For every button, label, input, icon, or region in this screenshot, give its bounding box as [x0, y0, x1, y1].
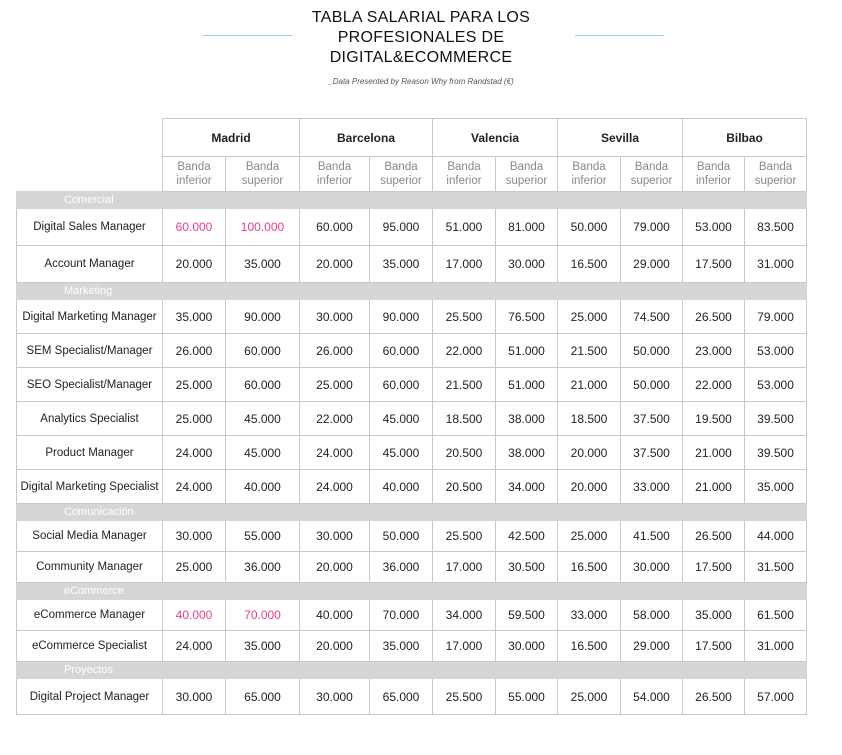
role-name: Analytics Specialist	[17, 402, 163, 436]
salary-cell: 25.000	[163, 368, 226, 402]
band-header-lower	[558, 157, 621, 192]
salary-cell: 18.500	[558, 402, 621, 436]
band-label-line2: superior	[380, 175, 422, 187]
salary-cell: 36.000	[226, 552, 300, 583]
role-name: Social Media Manager	[17, 521, 163, 552]
salary-cell: 18.500	[433, 402, 496, 436]
role-name: eCommerce Specialist	[17, 631, 163, 662]
salary-cell: 50.000	[558, 209, 621, 246]
table-row	[17, 209, 807, 246]
salary-cell: 30.000	[496, 631, 558, 662]
decorative-line-left	[202, 35, 292, 36]
salary-cell: 55.000	[496, 679, 558, 715]
salary-cell: 79.000	[745, 300, 807, 334]
salary-cell: 54.000	[621, 679, 683, 715]
salary-cell: 16.500	[558, 246, 621, 283]
salary-cell: 57.000	[745, 679, 807, 715]
salary-cell: 24.000	[163, 436, 226, 470]
salary-cell: 30.000	[163, 679, 226, 715]
salary-cell: 60.000	[226, 334, 300, 368]
salary-cell: 20.000	[300, 246, 370, 283]
salary-cell: 20.000	[300, 552, 370, 583]
band-header-upper	[370, 157, 433, 192]
band-header-lower	[163, 157, 226, 192]
salary-cell: 37.500	[621, 436, 683, 470]
band-label-line2: superior	[754, 175, 797, 187]
city-header-valencia: Valencia	[433, 119, 558, 157]
salary-cell: 25.000	[163, 402, 226, 436]
salary-cell: 40.000	[370, 470, 433, 504]
salary-cell: 16.500	[558, 552, 621, 583]
role-name: Digital Marketing Manager	[17, 300, 163, 334]
category-band	[163, 504, 807, 521]
salary-cell: 25.500	[433, 679, 496, 715]
salary-cell: 53.000	[745, 334, 807, 368]
salary-cell: 23.000	[683, 334, 745, 368]
role-name: Account Manager	[17, 246, 163, 283]
band-header-upper	[226, 157, 300, 192]
salary-cell: 35.000	[226, 246, 300, 283]
category-label: eCommerce	[17, 583, 163, 600]
salary-cell: 30.000	[621, 552, 683, 583]
band-header-upper	[745, 157, 807, 192]
salary-cell: 61.500	[745, 600, 807, 631]
role-name: SEM Specialist/Manager	[17, 334, 163, 368]
table-body	[17, 192, 807, 715]
category-row	[17, 662, 807, 679]
table-row	[17, 402, 807, 436]
salary-cell: 25.000	[558, 679, 621, 715]
salary-cell: 25.000	[558, 521, 621, 552]
band-label-line2: superior	[505, 175, 548, 187]
salary-cell: 25.000	[163, 552, 226, 583]
title-line-1: TABLA SALARIAL PARA LOS	[311, 9, 531, 26]
table-row	[17, 552, 807, 583]
band-label-line1: Banda	[245, 161, 280, 173]
salary-cell: 83.500	[745, 209, 807, 246]
salary-cell: 74.500	[621, 300, 683, 334]
band-header-upper	[621, 157, 683, 192]
decorative-line-right	[575, 35, 664, 36]
salary-cell: 41.500	[621, 521, 683, 552]
salary-cell: 17.500	[683, 246, 745, 283]
salary-cell: 26.500	[683, 521, 745, 552]
salary-cell: 70.000	[370, 600, 433, 631]
salary-cell: 90.000	[370, 300, 433, 334]
band-label-line2: inferior	[695, 175, 732, 187]
salary-cell: 50.000	[370, 521, 433, 552]
band-label-line1: Banda	[384, 161, 418, 173]
salary-cell: 21.000	[683, 436, 745, 470]
salary-cell: 76.500	[496, 300, 558, 334]
salary-cell: 34.000	[496, 470, 558, 504]
salary-cell: 24.000	[300, 436, 370, 470]
city-header-sevilla: Sevilla	[558, 119, 683, 157]
salary-cell: 50.000	[621, 368, 683, 402]
salary-cell: 17.500	[683, 631, 745, 662]
salary-cell: 58.000	[621, 600, 683, 631]
salary-cell: 35.000	[226, 631, 300, 662]
band-header-row	[17, 157, 807, 192]
salary-cell: 51.000	[496, 368, 558, 402]
salary-cell: 22.000	[683, 368, 745, 402]
salary-cell: 21.000	[558, 368, 621, 402]
salary-cell: 21.500	[433, 368, 496, 402]
salary-cell: 30.500	[496, 552, 558, 583]
salary-cell: 30.000	[300, 300, 370, 334]
page-title	[0, 8, 842, 68]
salary-cell: 39.500	[745, 402, 807, 436]
salary-cell: 45.000	[370, 436, 433, 470]
band-header-lower	[433, 157, 496, 192]
salary-cell: 29.000	[621, 631, 683, 662]
salary-cell: 45.000	[370, 402, 433, 436]
category-band	[163, 192, 807, 209]
salary-cell: 38.000	[496, 402, 558, 436]
role-name: Digital Project Manager	[17, 679, 163, 715]
salary-cell: 17.000	[433, 246, 496, 283]
salary-cell: 20.000	[558, 436, 621, 470]
salary-cell: 100.000	[226, 209, 300, 246]
salary-cell: 65.000	[370, 679, 433, 715]
salary-cell: 30.000	[496, 246, 558, 283]
salary-cell: 51.000	[433, 209, 496, 246]
salary-cell: 26.000	[300, 334, 370, 368]
table-row	[17, 436, 807, 470]
band-label-line1: Banda	[317, 161, 352, 173]
salary-cell: 30.000	[300, 521, 370, 552]
salary-cell: 90.000	[226, 300, 300, 334]
band-label-line2: inferior	[571, 175, 607, 187]
band-header-lower	[683, 157, 745, 192]
salary-cell: 22.000	[433, 334, 496, 368]
salary-cell: 70.000	[226, 600, 300, 631]
salary-cell: 16.500	[558, 631, 621, 662]
salary-cell: 60.000	[370, 334, 433, 368]
band-label-line1: Banda	[572, 161, 606, 173]
salary-cell: 25.500	[433, 521, 496, 552]
category-label: Proyectos	[17, 662, 163, 679]
band-label-line1: Banda	[177, 161, 211, 173]
role-name: eCommerce Manager	[17, 600, 163, 631]
salary-cell: 20.500	[433, 436, 496, 470]
salary-cell: 31.000	[745, 631, 807, 662]
title-line-2: PROFESIONALES DE	[337, 29, 505, 46]
corner-cell	[17, 157, 163, 192]
salary-cell: 25.500	[433, 300, 496, 334]
salary-cell: 17.500	[683, 552, 745, 583]
salary-cell: 55.000	[226, 521, 300, 552]
category-band	[163, 583, 807, 600]
salary-cell: 19.500	[683, 402, 745, 436]
salary-cell: 53.000	[683, 209, 745, 246]
category-band	[163, 283, 807, 300]
salary-cell: 60.000	[370, 368, 433, 402]
category-row	[17, 192, 807, 209]
salary-cell: 40.000	[163, 600, 226, 631]
salary-cell: 45.000	[226, 436, 300, 470]
salary-cell: 17.000	[433, 631, 496, 662]
salary-cell: 81.000	[496, 209, 558, 246]
salary-cell: 60.000	[300, 209, 370, 246]
table-row	[17, 470, 807, 504]
salary-cell: 95.000	[370, 209, 433, 246]
band-label-line2: inferior	[316, 175, 353, 187]
salary-cell: 31.000	[745, 246, 807, 283]
salary-cell: 34.000	[433, 600, 496, 631]
salary-cell: 21.500	[558, 334, 621, 368]
salary-cell: 17.000	[433, 552, 496, 583]
salary-cell: 24.000	[163, 470, 226, 504]
salary-cell: 30.000	[163, 521, 226, 552]
band-label-line1: Banda	[758, 161, 793, 173]
salary-cell: 35.000	[683, 600, 745, 631]
band-label-line2: inferior	[176, 175, 212, 187]
band-header-lower	[300, 157, 370, 192]
salary-cell: 45.000	[226, 402, 300, 436]
salary-cell: 35.000	[370, 631, 433, 662]
salary-cell: 25.000	[300, 368, 370, 402]
corner-cell	[17, 119, 163, 157]
band-label-line1: Banda	[509, 161, 544, 173]
salary-cell: 51.000	[496, 334, 558, 368]
title-line-3: DIGITAL&ECOMMERCE	[329, 49, 513, 66]
salary-cell: 40.000	[300, 600, 370, 631]
band-label-line2: superior	[630, 175, 673, 187]
salary-cell: 59.500	[496, 600, 558, 631]
salary-cell: 60.000	[226, 368, 300, 402]
role-name: SEO Specialist/Manager	[17, 368, 163, 402]
city-header-bilbao: Bilbao	[683, 119, 807, 157]
salary-cell: 37.500	[621, 402, 683, 436]
salary-cell: 40.000	[226, 470, 300, 504]
salary-cell: 20.000	[300, 631, 370, 662]
salary-cell: 35.000	[745, 470, 807, 504]
band-label-line1: Banda	[634, 161, 669, 173]
salary-cell: 50.000	[621, 334, 683, 368]
band-label-line1: Banda	[696, 161, 731, 173]
table-row	[17, 368, 807, 402]
salary-cell: 39.500	[745, 436, 807, 470]
salary-cell: 26.500	[683, 300, 745, 334]
salary-cell: 26.000	[163, 334, 226, 368]
category-band	[163, 662, 807, 679]
table-row	[17, 679, 807, 715]
role-name: Community Manager	[17, 552, 163, 583]
salary-cell: 35.000	[370, 246, 433, 283]
category-row	[17, 504, 807, 521]
city-header-madrid: Madrid	[163, 119, 300, 157]
table-row	[17, 246, 807, 283]
salary-cell: 22.000	[300, 402, 370, 436]
salary-cell: 38.000	[496, 436, 558, 470]
salary-cell: 44.000	[745, 521, 807, 552]
band-header-upper	[496, 157, 558, 192]
table-row	[17, 631, 807, 662]
salary-cell: 31.500	[745, 552, 807, 583]
category-label: Comunicación	[17, 504, 163, 521]
band-label-line2: inferior	[446, 175, 482, 187]
city-header-barcelona: Barcelona	[300, 119, 433, 157]
salary-cell: 20.000	[163, 246, 226, 283]
table-row	[17, 300, 807, 334]
salary-cell: 26.500	[683, 679, 745, 715]
salary-cell: 53.000	[745, 368, 807, 402]
table-row	[17, 334, 807, 368]
role-name: Digital Marketing Specialist	[17, 470, 163, 504]
salary-cell: 33.000	[558, 600, 621, 631]
role-name: Product Manager	[17, 436, 163, 470]
salary-cell: 20.000	[558, 470, 621, 504]
salary-cell: 33.000	[621, 470, 683, 504]
salary-cell: 21.000	[683, 470, 745, 504]
band-label-line1: Banda	[447, 161, 481, 173]
salary-cell: 35.000	[163, 300, 226, 334]
salary-cell: 36.000	[370, 552, 433, 583]
role-name: Digital Sales Manager	[17, 209, 163, 246]
band-label-line2: superior	[241, 175, 284, 187]
subtitle: _Data Presented by Reason Why from Randstad (€)	[328, 77, 514, 86]
category-row	[17, 583, 807, 600]
salary-cell: 60.000	[163, 209, 226, 246]
salary-cell: 24.000	[163, 631, 226, 662]
salary-cell: 79.000	[621, 209, 683, 246]
table-row	[17, 600, 807, 631]
category-row	[17, 283, 807, 300]
title-block	[0, 8, 842, 68]
salary-cell: 25.000	[558, 300, 621, 334]
city-header-row	[17, 119, 807, 157]
table-row	[17, 521, 807, 552]
salary-cell: 20.500	[433, 470, 496, 504]
salary-cell: 29.000	[621, 246, 683, 283]
category-label: Comercial	[17, 192, 163, 209]
salary-table	[16, 118, 807, 715]
category-label: Marketing	[17, 283, 163, 300]
salary-cell: 30.000	[300, 679, 370, 715]
salary-cell: 24.000	[300, 470, 370, 504]
salary-cell: 42.500	[496, 521, 558, 552]
salary-cell: 65.000	[226, 679, 300, 715]
